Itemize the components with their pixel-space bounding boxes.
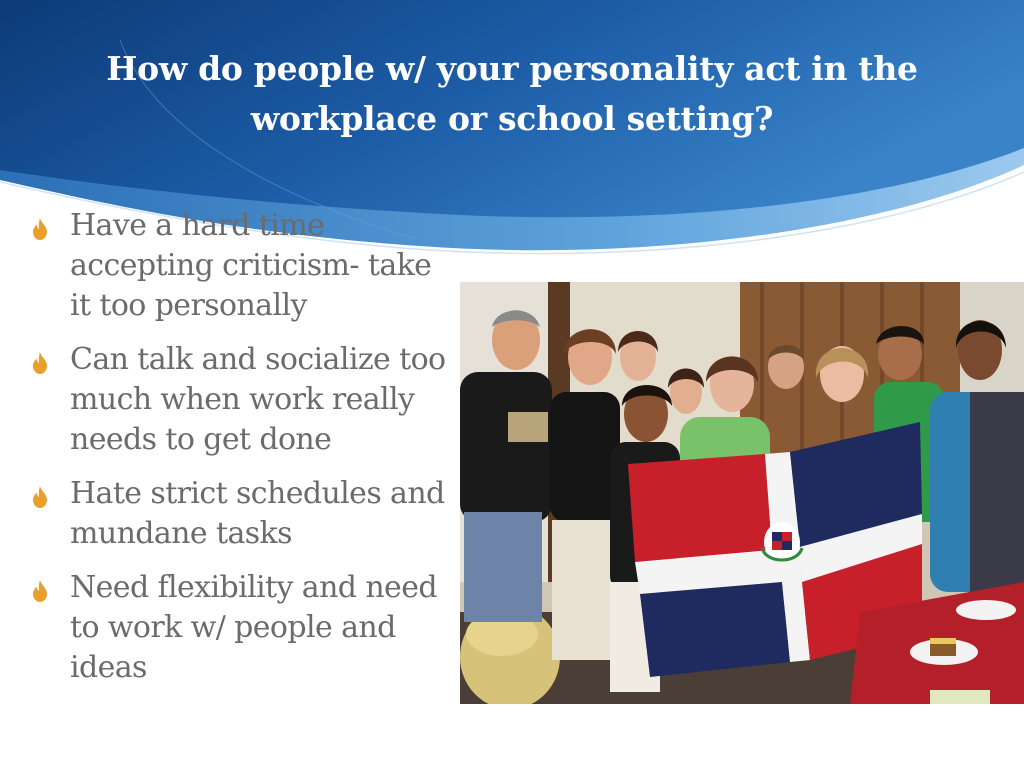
bullet-item — [30, 568, 450, 688]
flame-icon — [32, 580, 48, 602]
bullet-text: Have a hard time accepting criticism- take it too personally — [70, 208, 432, 323]
flame-icon — [32, 218, 48, 240]
bullet-item — [30, 206, 450, 326]
bullet-item — [30, 474, 450, 554]
slide-title: How do people w/ your personality act in the workplace or school setting? — [106, 49, 918, 138]
bullet-text: Hate strict schedules and mundane tasks — [70, 476, 445, 551]
bullet-list — [30, 206, 450, 702]
bullet-text: Can talk and socialize too much when work really needs to get done — [70, 342, 446, 457]
flame-icon — [32, 486, 48, 508]
bullet-text: Need flexibility and need to work w/ people and ideas — [70, 570, 437, 685]
group-photo — [460, 282, 1024, 704]
flame-icon — [32, 352, 48, 374]
bullet-item — [30, 340, 450, 460]
